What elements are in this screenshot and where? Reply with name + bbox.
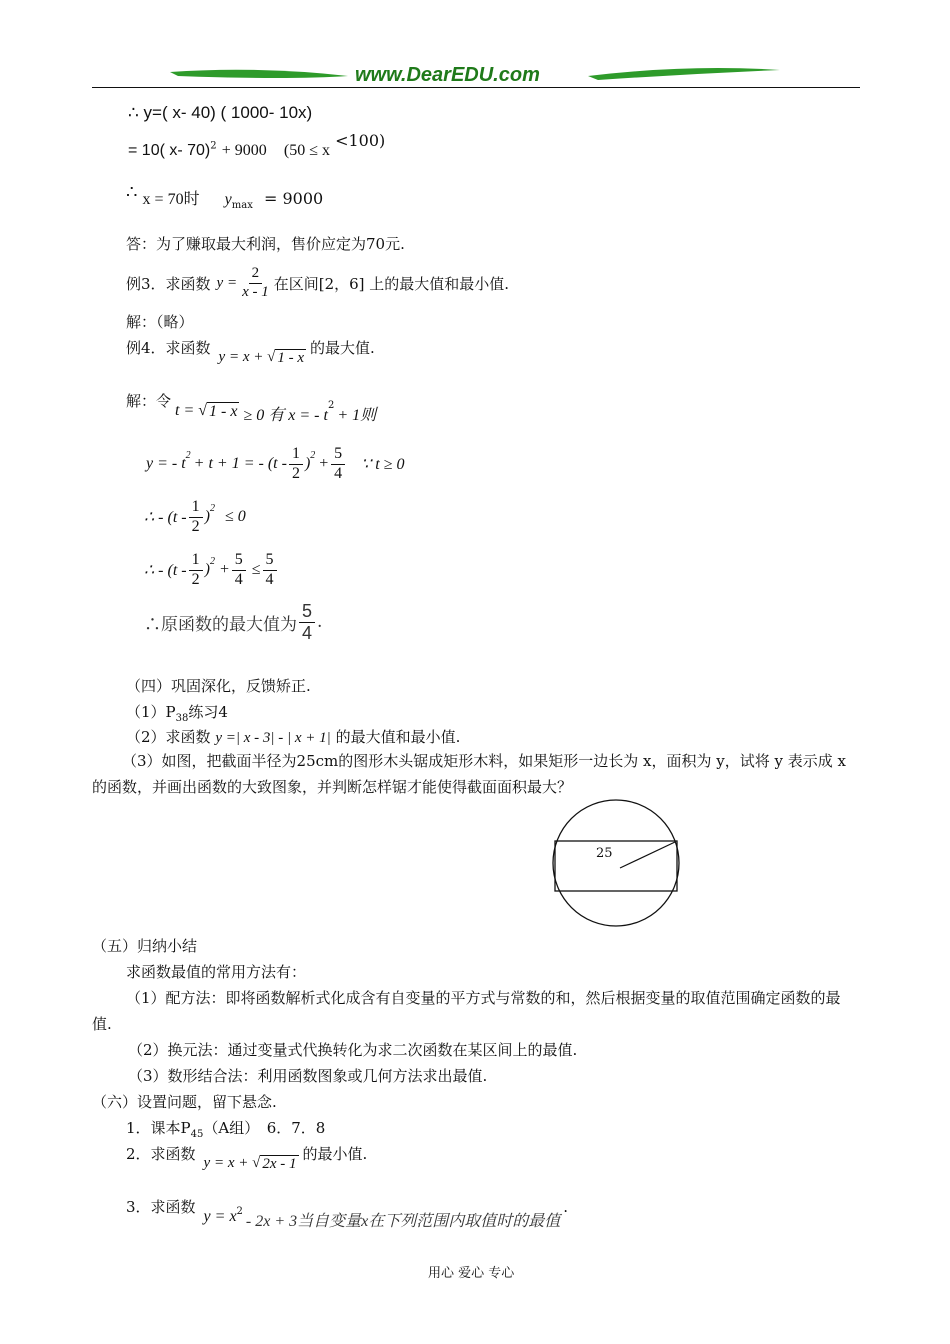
sec6-title: （六）设置问题，留下悬念.: [92, 1093, 277, 1111]
sec6-q1-sub: 45: [190, 1129, 204, 1140]
line-3-max: max: [231, 200, 253, 212]
sec5-method-1: （1）配方法：即将函数解析式化成含有自变量的平方式与常数的和，然后根据变量的取值范围确定函数的最值.: [92, 989, 841, 1033]
step-3-a: ∴ - (t -: [144, 562, 187, 579]
sec4-p2-b: 的最大值和最小值.: [335, 728, 461, 746]
sec6-q3-dot: .: [563, 1198, 569, 1216]
step-2-a: ∴ - (t -: [144, 509, 187, 526]
step-1: [146, 438, 404, 490]
sec6-q2-a: 2．求函数: [126, 1145, 196, 1163]
sec4-title: （四）巩固深化，反馈矫正.: [126, 677, 311, 695]
solution-4-line: [126, 390, 376, 425]
answer-line: 答：为了赚取最大利润，售价应定为70元.: [126, 235, 405, 253]
line-2: [128, 131, 386, 160]
step-1-ff-den: 4: [334, 464, 343, 482]
step-2-half-den: 2: [191, 517, 200, 535]
step-4-fivefour: [299, 601, 315, 643]
example-4-expr: y = x + √: [218, 349, 276, 365]
sec6-q3-sq: 2: [236, 1206, 243, 1217]
step-1-half-den: 2: [291, 464, 300, 482]
step-3-half-den: 2: [191, 570, 200, 588]
solution-4-prefix: 解：令: [126, 392, 172, 410]
line-3-e: = 9000: [263, 189, 324, 208]
sec6-q1-b: （A组） 6．7．8: [203, 1119, 326, 1137]
step-3-fivefour-a: [232, 551, 246, 589]
example-3-prefix: 例3．求函数: [126, 274, 211, 293]
step-4: [144, 597, 322, 647]
sec6-q1-a: 1．课本P: [126, 1119, 191, 1137]
line-2-d: <100): [335, 131, 386, 150]
sec4-p1-b: 练习4: [188, 703, 228, 721]
sec6-q3: [126, 1196, 568, 1231]
sec6-q1: [126, 1117, 325, 1140]
example-3-fraction: [239, 265, 272, 301]
sec4-p1-a: （1）P: [126, 703, 176, 721]
sec5-intro: 求函数最值的常用方法有：: [126, 963, 307, 981]
step-3-half-num: 1: [189, 551, 203, 570]
figure-circle: [553, 800, 679, 926]
step-3-sq: 2: [209, 556, 215, 567]
solve-omitted: 解：（略）: [126, 313, 194, 331]
sec6-q3-expr-a: y = x: [203, 1208, 237, 1225]
figure-radius-label: 25: [596, 846, 613, 861]
line-3-therefore: ∴: [126, 182, 138, 203]
step-1-a: y = - t: [146, 455, 186, 472]
figure-radius-line: [620, 842, 675, 868]
footer-text: 用心 爱心 专心: [428, 1266, 515, 1281]
sec6-q2-expr: y = x + √: [203, 1155, 261, 1171]
step-3-ffa-num: 5: [232, 551, 246, 570]
step-1-c: ): [304, 455, 311, 472]
step-3-half: [189, 551, 203, 589]
step-2-sq: 2: [209, 503, 215, 514]
figure-rectangle: [555, 841, 677, 891]
step-3-b: ): [204, 561, 210, 578]
sec5-method-2: （2）换元法：通过变量式代换转化为求二次函数在某区间上的最值.: [128, 1041, 578, 1059]
step-2-c: ≤ 0: [224, 508, 246, 525]
sec5-title: （五）归纳小结: [92, 937, 198, 955]
step-1-fivefour: [331, 445, 345, 483]
line-3: [126, 182, 324, 212]
header-site-name[interactable]: www.DearEDU.com: [355, 64, 540, 86]
sec6-q2-radicand: 2x - 1: [262, 1156, 297, 1172]
sec4-p1-sub: 38: [175, 713, 189, 724]
step-3-fivefour-b: [263, 551, 277, 589]
line-3-b: x = 70时: [142, 191, 200, 208]
sec4-p3: （3）如图，把截面半径为25cm的图形木头锯成矩形木料，如果矩形一边长为 x，面积为 y，试将 y 表示成 x 的函数，并画出函数的大致图象，并判断怎样锯才能使得截面面积最大？: [92, 752, 846, 796]
step-1-half-num: 1: [289, 445, 303, 464]
line-1: ∴ y=( x- 40) ( 1000- 10x): [128, 103, 313, 122]
sec4-p2: [126, 726, 460, 747]
step-2-half: [189, 498, 203, 536]
step-3-ffb-num: 5: [263, 551, 277, 570]
example-3-den: x - 1: [242, 283, 269, 300]
step-4-ff-num: 5: [299, 601, 315, 623]
sec6-q3-expr-b: - 2x + 3当自变量x在下列范围内取值时的最值: [245, 1213, 561, 1230]
solution-4-radicand: 1 - x: [209, 403, 238, 420]
step-1-sq: 2: [185, 450, 191, 461]
step-3-ffa-den: 4: [234, 570, 243, 588]
step-1-e: ∵ t ≥ 0: [361, 456, 405, 473]
step-1-sq2: 2: [310, 450, 316, 461]
step-1-ff-num: 5: [331, 445, 345, 464]
solution-4-b: ≥ 0 有 x = - t: [243, 407, 328, 424]
sec4-p2-a: （2）求函数: [126, 728, 211, 746]
line-2-b: + 9000: [221, 142, 267, 159]
step-4-ff-den: 4: [302, 622, 313, 643]
example-3-num: 2: [249, 265, 263, 283]
step-4-a: ∴原函数的最大值为: [144, 614, 297, 635]
step-2: [144, 491, 246, 543]
step-2-b: ): [204, 508, 210, 525]
sec6-q3-a: 3．求函数: [126, 1198, 196, 1216]
step-3-c: +: [218, 561, 230, 578]
example-4: [126, 337, 375, 367]
sec6-q2-b: 的最小值.: [302, 1145, 368, 1163]
step-3: [144, 544, 279, 596]
sec5-method-3: （3）数形结合法：利用函数图象或几何方法求出最值.: [128, 1067, 488, 1085]
solution-4-sq: 2: [327, 400, 335, 411]
example-3-suffix: 在区间[2，6] 上的最大值和最小值.: [273, 274, 510, 293]
figure-circle-rectangle: [545, 799, 687, 929]
example-4-radicand: 1 - x: [277, 350, 304, 366]
example-3-y: y =: [216, 274, 238, 291]
step-3-ffb-den: 4: [265, 570, 274, 588]
example-4-prefix: 例4．求函数: [126, 339, 211, 357]
step-1-d: +: [318, 455, 330, 472]
example-3: [126, 258, 509, 308]
sec6-q2: [126, 1143, 367, 1173]
solution-4-c: + 1则: [337, 407, 377, 424]
step-1-b: + t + 1 = - (t -: [193, 455, 287, 472]
line-3-y: y: [224, 191, 232, 208]
step-4-b: .: [317, 612, 323, 632]
step-1-half: [289, 445, 303, 483]
line-2-sq: 2: [210, 140, 217, 152]
example-4-suffix: 的最大值.: [310, 339, 375, 357]
line-2-a: = 10( x- 70): [128, 142, 211, 159]
sec4-p2-expr: y =| x - 3| - | x + 1|: [215, 730, 331, 746]
solution-4-t: t = √: [175, 402, 208, 419]
line-2-c: (50 ≤ x: [283, 142, 330, 159]
step-2-half-num: 1: [189, 498, 203, 517]
step-3-d: ≤: [251, 561, 261, 578]
sec4-p1: [126, 701, 228, 724]
